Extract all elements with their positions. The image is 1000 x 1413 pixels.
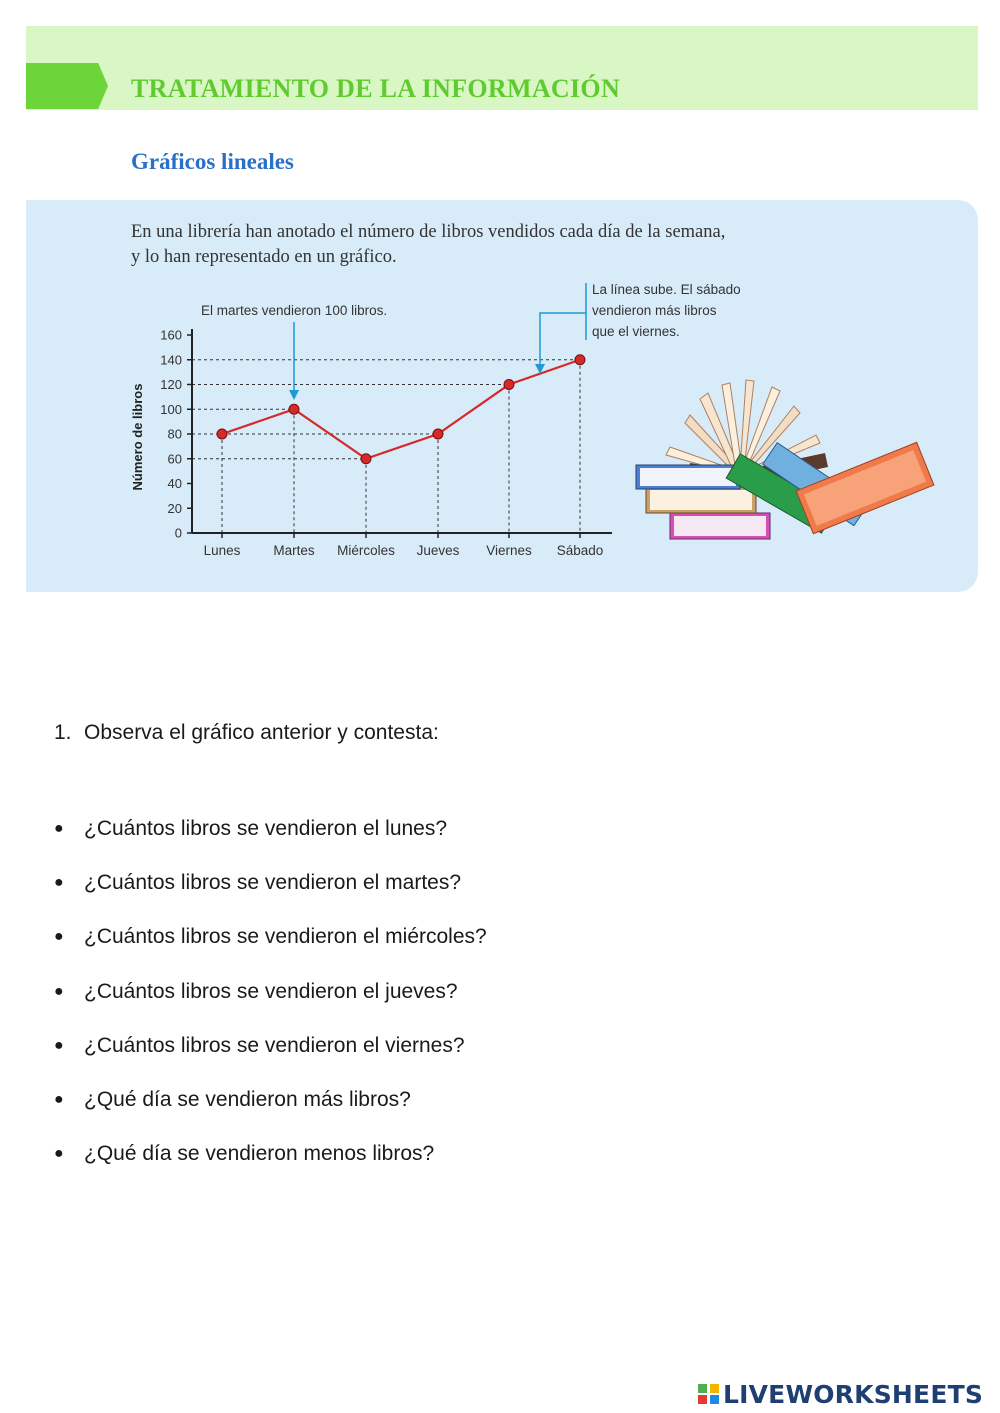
y-tick-labels xyxy=(160,328,192,541)
bullet-icon: ● xyxy=(54,1090,64,1108)
question-text: ¿Cuántos libros se vendieron el jueves? xyxy=(84,979,458,1003)
question-item xyxy=(54,869,487,923)
y-tick-label: 100 xyxy=(160,401,182,417)
x-tick-label: Sábado xyxy=(556,543,604,558)
bullet-icon: ● xyxy=(54,1036,64,1054)
question-item xyxy=(54,923,487,977)
brand-footer[interactable] xyxy=(697,1378,983,1410)
question-item xyxy=(54,815,487,869)
chart-guides xyxy=(192,360,580,533)
data-point xyxy=(504,380,514,390)
books-illustration xyxy=(630,375,960,550)
bullet-icon: ● xyxy=(54,874,64,892)
y-tick-label: 80 xyxy=(167,426,182,442)
intro-line-2: y lo han representado en un gráfico. xyxy=(131,247,397,267)
annotation-sabado-line: que el viernes. xyxy=(592,324,680,339)
arrowhead-icon xyxy=(289,390,299,400)
x-tick-label: Miércoles xyxy=(337,543,395,558)
question-list xyxy=(54,815,487,1194)
question-item xyxy=(54,1032,487,1086)
y-tick-label: 140 xyxy=(160,352,182,368)
question-text: ¿Cuántos libros se vendieron el lunes? xyxy=(84,817,448,840)
question-text: ¿Cuántos libros se vendieron el martes? xyxy=(84,871,462,895)
y-tick-label: 60 xyxy=(167,451,182,467)
y-tick-label: 40 xyxy=(167,476,182,491)
x-tick-label: Jueves xyxy=(416,543,460,558)
y-tick-label: 120 xyxy=(160,377,182,392)
annotation-sabado-line: vendieron más libros xyxy=(592,303,717,318)
data-point xyxy=(575,355,585,365)
x-tick-labels xyxy=(204,533,604,558)
question-item xyxy=(54,1086,487,1140)
question-heading xyxy=(54,721,439,745)
data-point xyxy=(289,404,299,414)
y-tick-label: 20 xyxy=(167,500,182,516)
question-item xyxy=(54,978,487,1032)
bullet-icon: ● xyxy=(54,820,64,837)
bullet-icon: ● xyxy=(54,928,64,946)
question-text: ¿Qué día se vendieron más libros? xyxy=(84,1087,411,1111)
page-title: TRATAMIENTO DE LA INFORMACIÓN xyxy=(131,74,621,103)
bullet-icon: ● xyxy=(54,982,64,1000)
x-tick-label: Viernes xyxy=(486,543,532,558)
annotation-martes: El martes vendieron 100 libros. xyxy=(201,303,388,318)
question-text: ¿Cuántos libros se vendieron el miércoles? xyxy=(84,925,487,949)
question-heading-text: Observa el gráfico anterior y contesta: xyxy=(84,721,439,744)
brand-name: LIVEWORKSHEETS xyxy=(723,1379,984,1409)
question-text: ¿Qué día se vendieron menos libros? xyxy=(84,1142,435,1166)
question-number: 1. xyxy=(54,721,72,744)
data-point xyxy=(433,429,443,439)
intro-line-1: En una librería han anotado el número de libros vendidos cada día de la semana, xyxy=(131,222,726,242)
question-item xyxy=(54,1140,487,1194)
series-line xyxy=(222,360,580,459)
annotation-sabado-line: La línea sube. El sábado xyxy=(592,282,741,297)
y-axis-label: Número de libros xyxy=(130,383,145,491)
x-tick-label: Lunes xyxy=(203,543,241,558)
question-text: ¿Cuántos libros se vendieron el viernes? xyxy=(84,1033,465,1057)
liveworksheets-logo-icon xyxy=(697,1382,721,1406)
series-polyline xyxy=(222,360,580,459)
x-tick-label: Martes xyxy=(273,543,315,558)
data-point xyxy=(217,429,227,439)
data-point xyxy=(361,454,371,464)
y-tick-label: 160 xyxy=(160,327,182,343)
bullet-icon: ● xyxy=(54,1145,64,1163)
y-tick-label: 0 xyxy=(174,525,182,541)
section-subtitle: Gráficos lineales xyxy=(131,149,294,174)
